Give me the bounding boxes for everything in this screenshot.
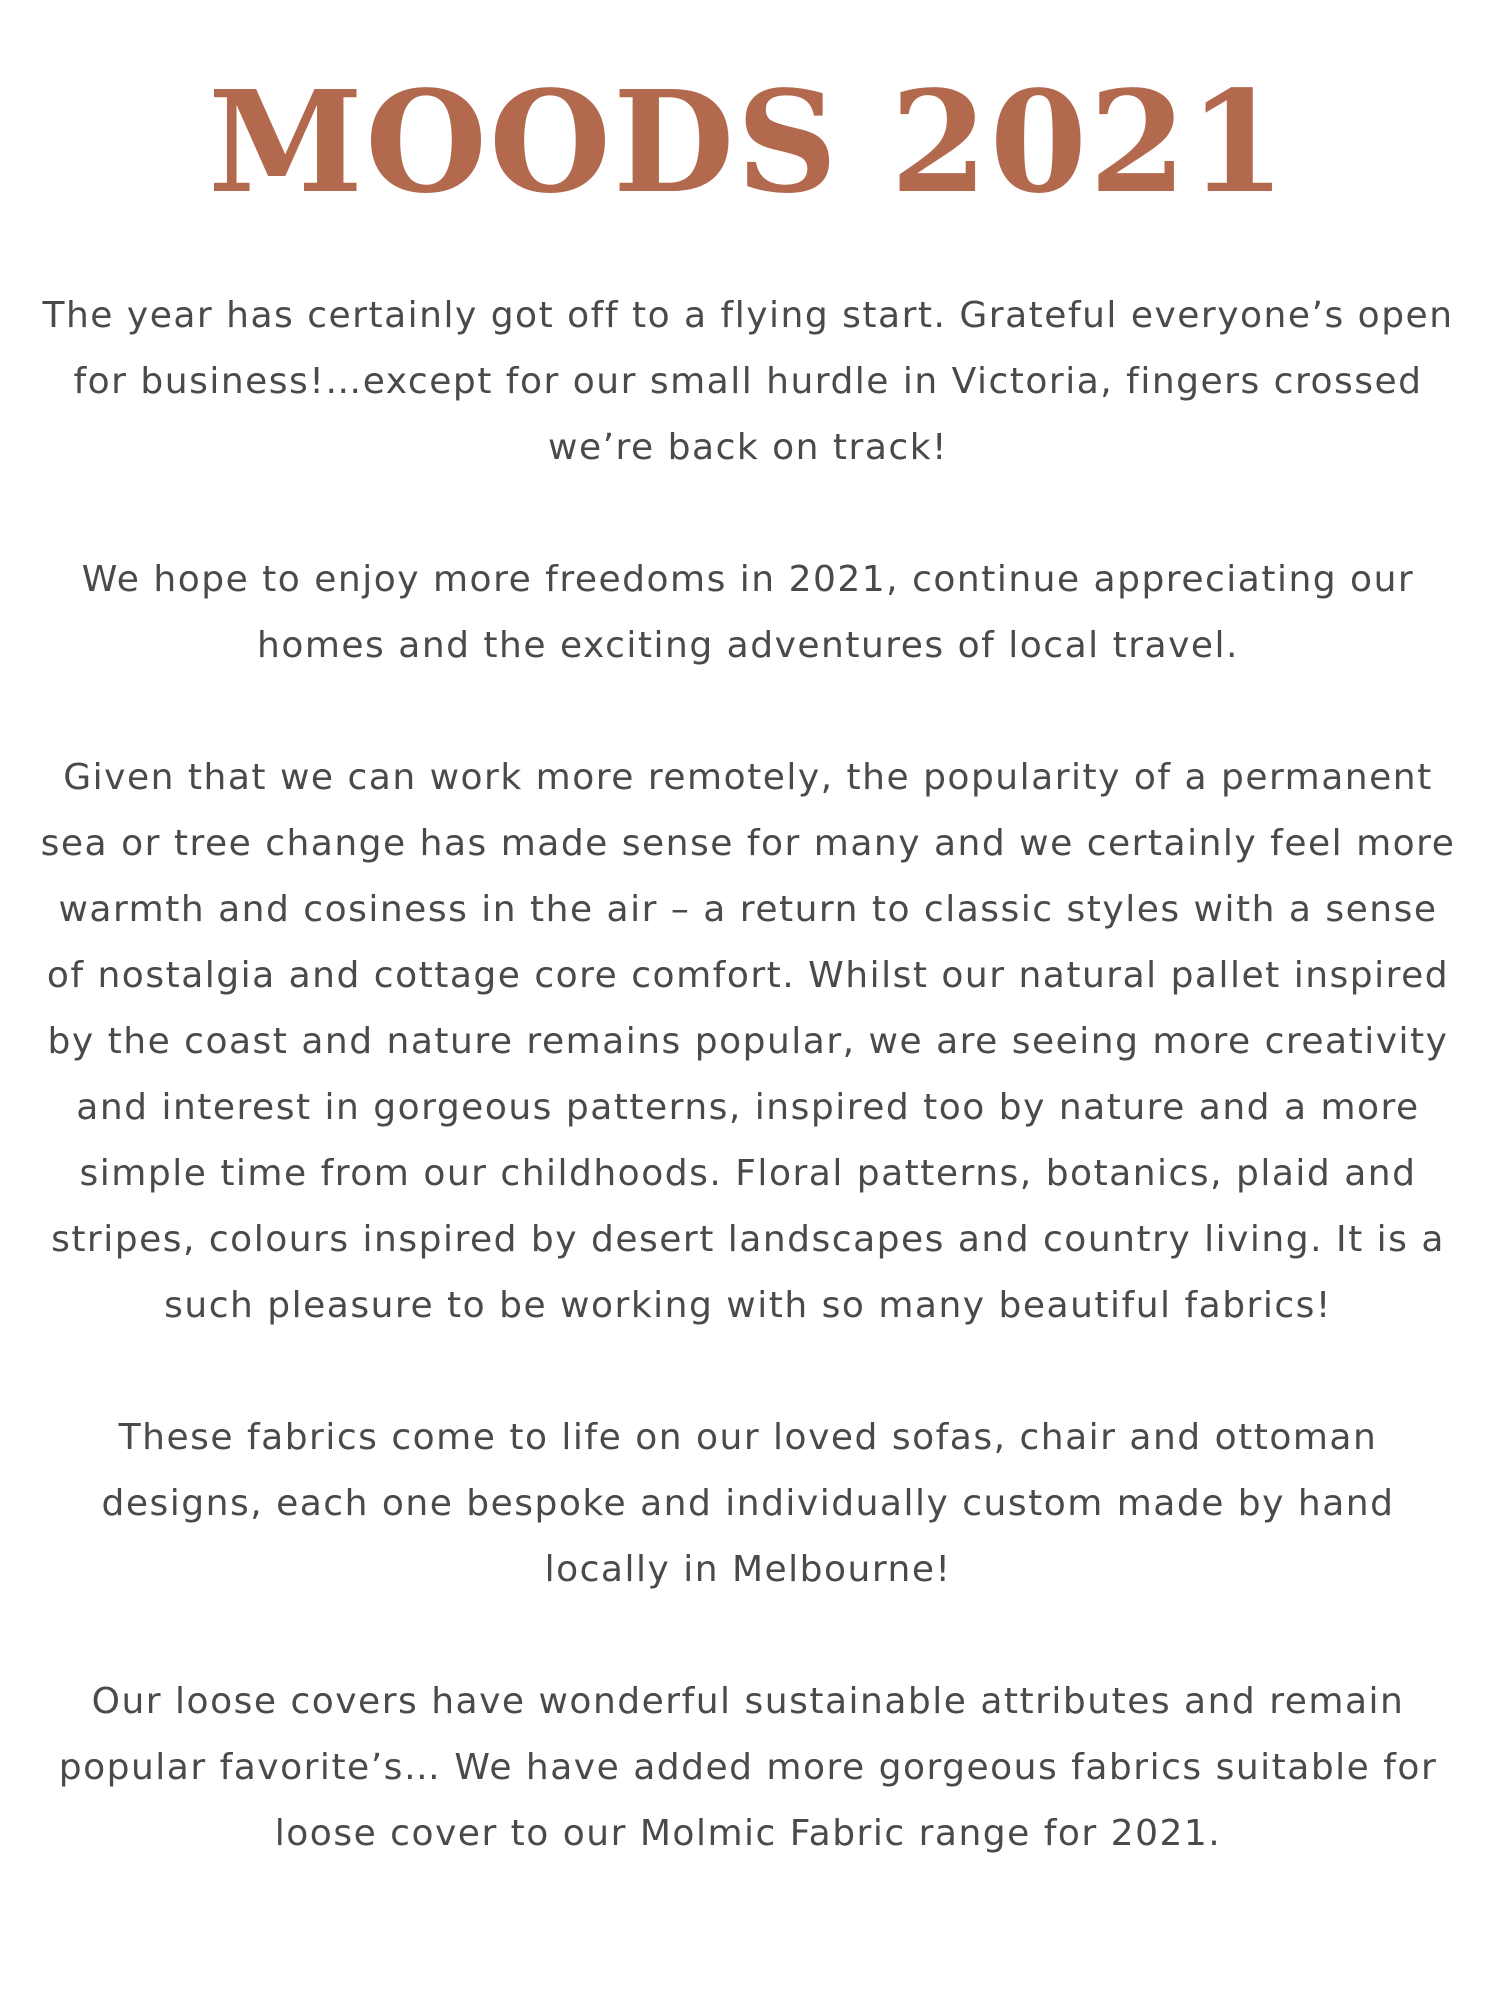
paragraph-trends: Given that we can work more remotely, the popularity of a permanent sea or tree change has made sense for many and we certainly feel more warmth and cosiness in the air – a return to classic styles with a sense of nostalgia and cottage core comfort. Whilst our natural pallet inspired by the coast and nature remains popular, we are seeing more creativity and interest in gorgeous patterns, inspired too by nature and a more simple time from our childhoods. Floral patterns, botanics, plaid and stripes, colours inspired by desert landscapes and country living. It is a such pleasure to be working with so many beautiful fabrics! [40, 757, 1456, 1326]
paragraph-furniture: These fabrics come to life on our loved sofas, chair and ottoman designs, each one bespoke and individually custom made by hand locally in Melbourne! [101, 1417, 1395, 1590]
paragraph-loose-covers: Our loose covers have wonderful sustainable attributes and remain popular favorite’s… We have added more gorgeous fabrics suitable for loose cover to our Molmic Fabric range for 2021. [58, 1681, 1438, 1854]
paragraph-intro: The year has certainly got off to a flying start. Grateful everyone’s open for business!…except for our small hurdle in Victoria, fingers crossed we’re back on track! [42, 295, 1454, 468]
paragraph-freedoms: We hope to enjoy more freedoms in 2021, continue appreciating our homes and the exciting adventures of local travel. [81, 559, 1415, 666]
article-body [38, 283, 1458, 1867]
page-title: MOODS 2021 [208, 61, 1288, 225]
